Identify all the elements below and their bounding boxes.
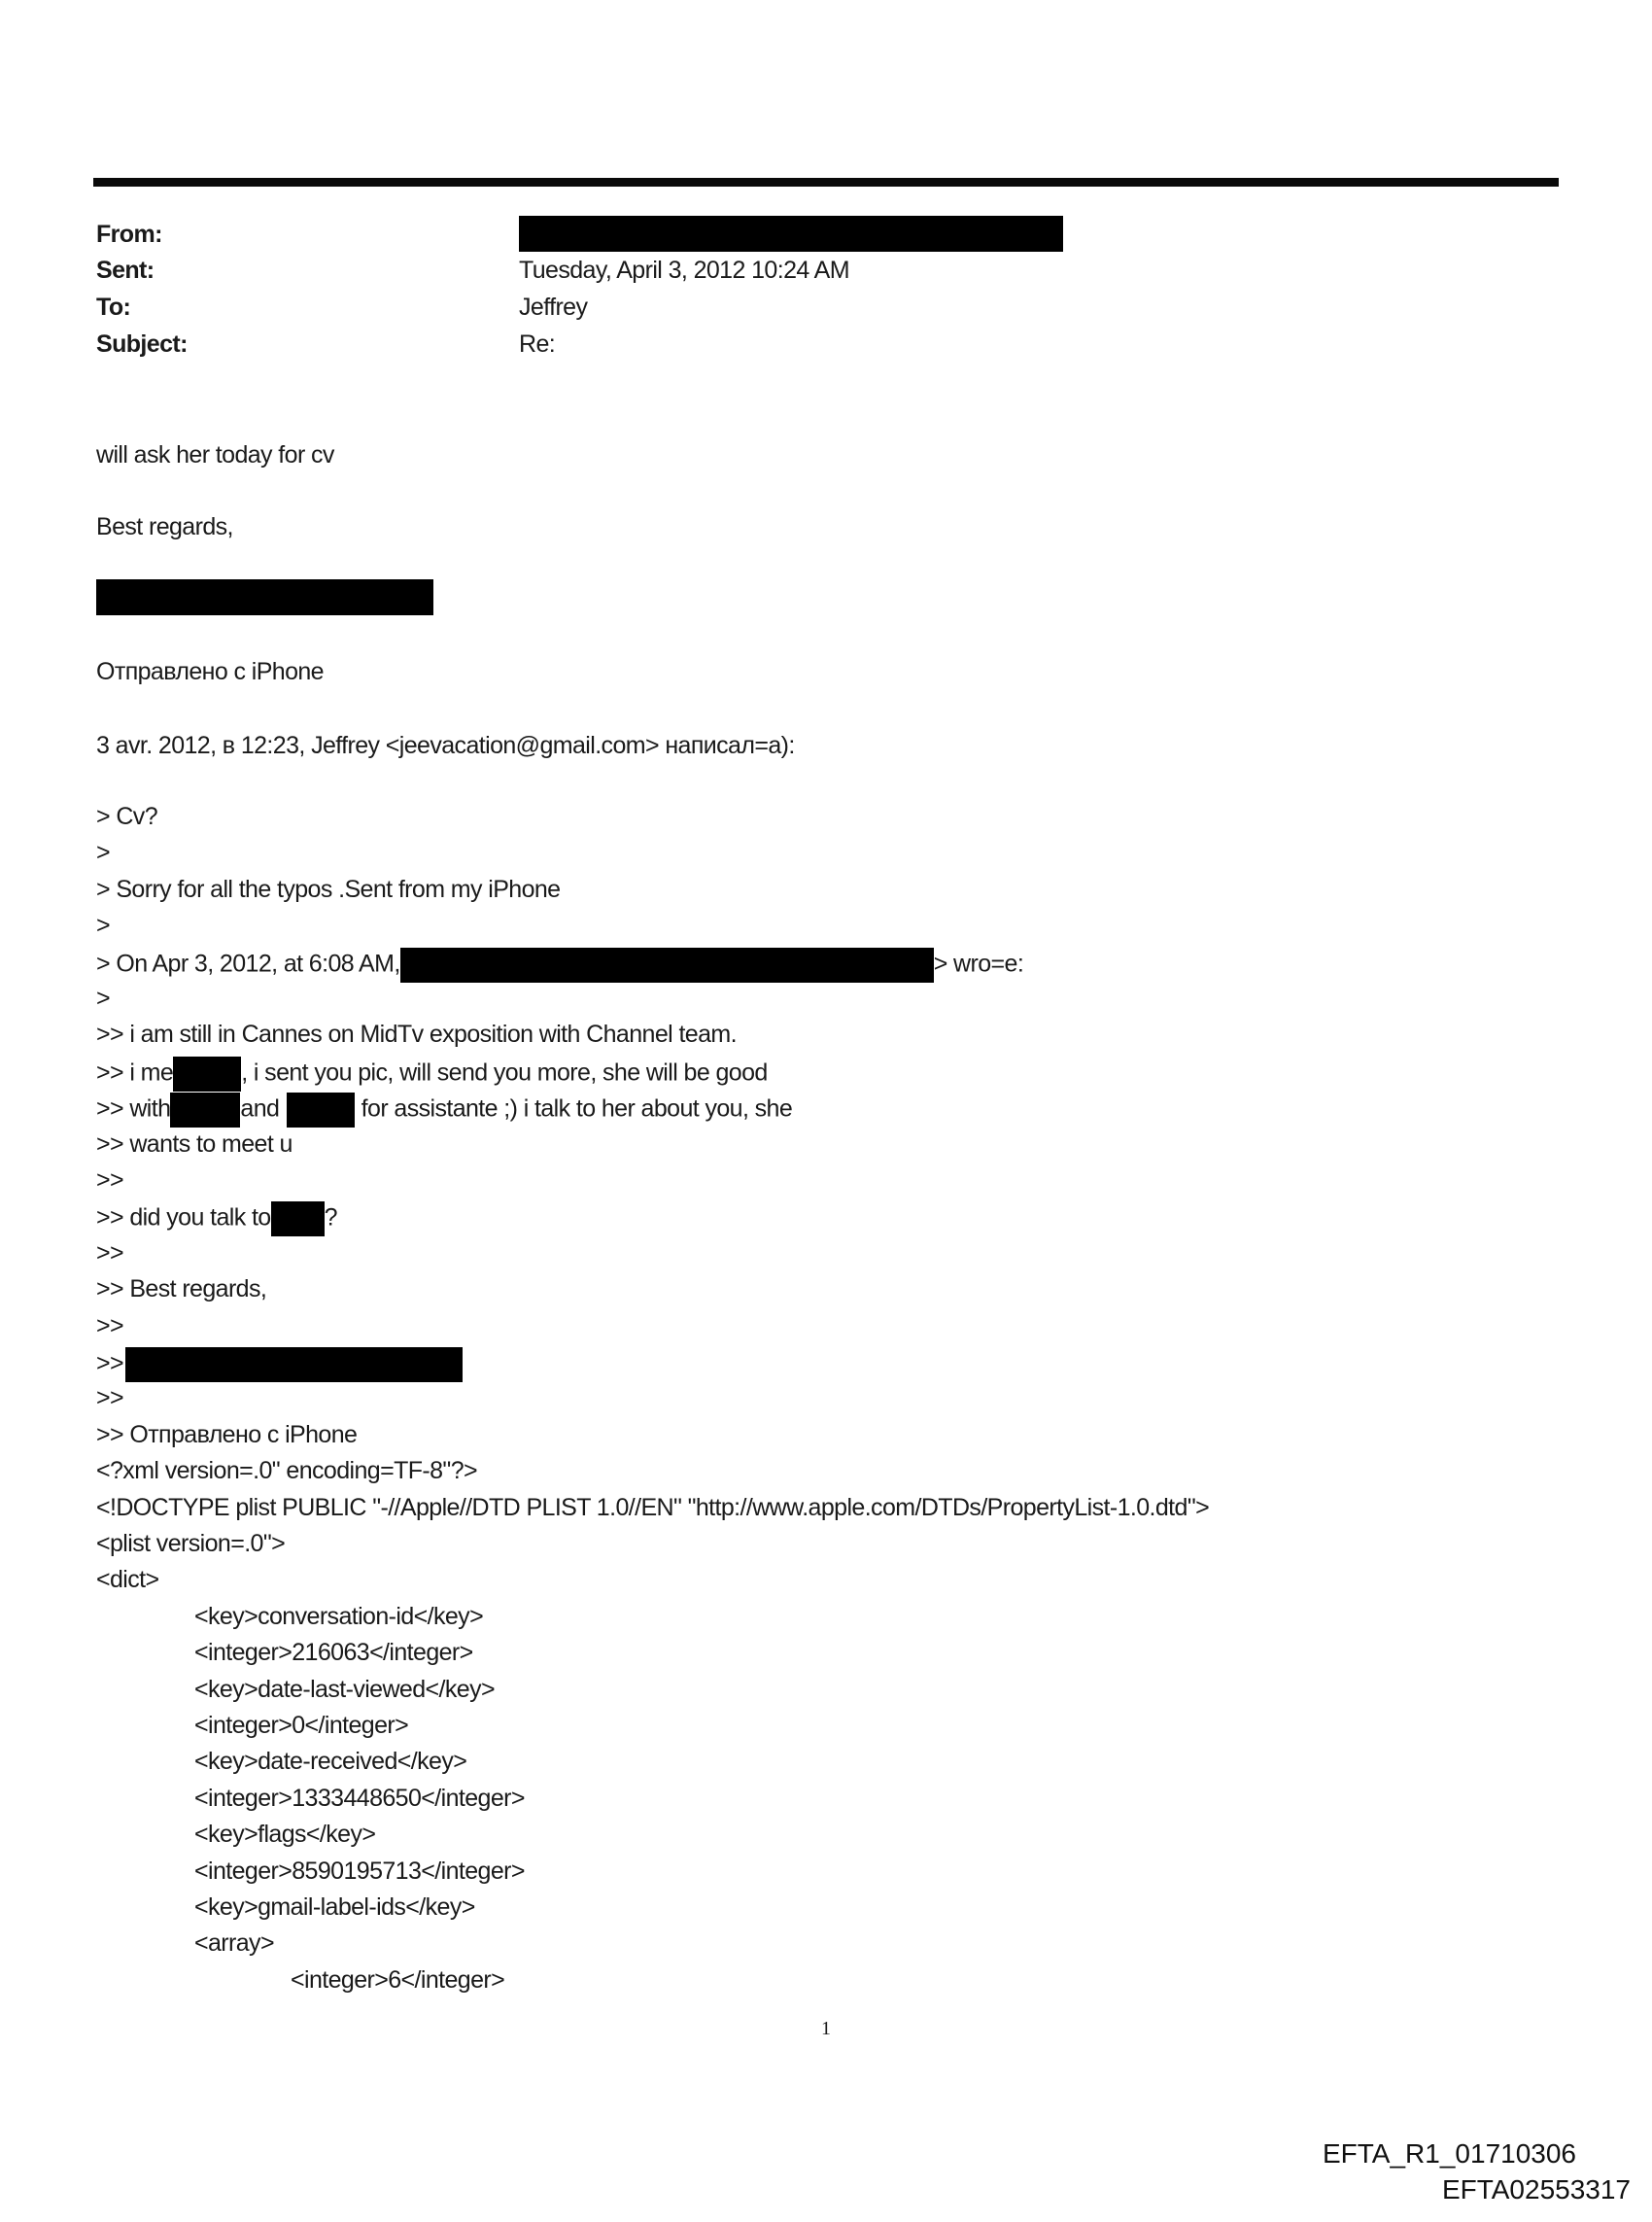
- redaction: [287, 1093, 355, 1128]
- quoted-line: >>: [96, 1166, 123, 1194]
- page-number: 1: [821, 2018, 831, 2039]
- quoted-text: >> with: [96, 1094, 171, 1123]
- quoted-line: >> Отправлено с iPhone: [96, 1420, 358, 1448]
- quoted-text: >> i me: [96, 1059, 174, 1087]
- redaction-signature: [96, 579, 433, 615]
- quoted-line: [96, 1057, 768, 1092]
- plist-line: <integer>1333448650</integer>: [194, 1784, 525, 1812]
- plist-line: <integer>0</integer>: [194, 1712, 409, 1739]
- plist-line: <array>: [194, 1929, 274, 1958]
- redaction: [271, 1201, 325, 1236]
- subject-label: Subject:: [96, 330, 188, 358]
- plist-line: <key>conversation-id</key>: [194, 1602, 484, 1630]
- redaction: [173, 1057, 241, 1092]
- quoted-line: >>: [96, 1384, 123, 1412]
- plist-line: <plist version=.0">: [96, 1530, 286, 1557]
- plist-line: <key>date-last-viewed</key>: [194, 1675, 495, 1703]
- body-line: will ask her today for cv: [96, 441, 334, 469]
- plist-line: <key>date-received</key>: [194, 1748, 467, 1776]
- to-label: To:: [96, 294, 131, 321]
- redaction: [125, 1347, 463, 1382]
- quoted-text: > wro=e:: [933, 950, 1024, 978]
- plist-line: <!DOCTYPE plist PUBLIC "-//Apple//DTD PLIST 1.0//EN" "http://www.apple.com/DTDs/PropertyList-1.0.dtd">: [96, 1493, 1210, 1521]
- quoted-line: >>: [96, 1238, 123, 1267]
- quoted-text: >> did you talk to: [96, 1204, 271, 1232]
- plist-line: <key>gmail-label-ids</key>: [194, 1893, 475, 1921]
- bates-number-1: EFTA_R1_01710306: [1323, 2138, 1576, 2169]
- quoted-line: >: [96, 985, 110, 1012]
- plist-line: <integer>6</integer>: [291, 1965, 505, 1994]
- quoted-line: > Cv?: [96, 803, 158, 830]
- quoted-text: and: [240, 1094, 280, 1123]
- quoted-text: , i sent you pic, will send you more, she will be good: [241, 1059, 768, 1087]
- body-line: Best regards,: [96, 513, 233, 540]
- body-line: Отправлено с iPhone: [96, 658, 324, 685]
- quoted-line: >> i am still in Cannes on MidTv exposition with Channel team.: [96, 1021, 737, 1049]
- redaction: [400, 948, 934, 983]
- quoted-line: >>: [96, 1311, 123, 1339]
- header-rule: [93, 178, 1559, 187]
- quoted-text: for assistante ;) i talk to her about you, she: [355, 1094, 793, 1123]
- sent-value: Tuesday, April 3, 2012 10:24 AM: [519, 257, 849, 284]
- from-label: From:: [96, 221, 162, 248]
- quoted-line: >> Best regards,: [96, 1275, 267, 1303]
- bates-number-2: EFTA02553317: [1441, 2174, 1631, 2205]
- quoted-text: > On Apr 3, 2012, at 6:08 AM,: [96, 950, 400, 978]
- redaction: [170, 1093, 240, 1128]
- quoted-line: [96, 1093, 792, 1128]
- plist-line: <integer>216063</integer>: [194, 1639, 473, 1667]
- plist-line: <?xml version=.0" encoding=TF-8"?>: [96, 1457, 478, 1485]
- plist-line: <integer>8590195713</integer>: [194, 1857, 525, 1885]
- quoted-line: >> wants to meet u: [96, 1129, 293, 1158]
- quoted-line: [96, 948, 1023, 983]
- body-line: 3 avr. 2012, в 12:23, Jeffrey <jeevacation@gmail.com> написал=а):: [96, 732, 795, 759]
- sent-label: Sent:: [96, 257, 155, 284]
- plist-line: <dict>: [96, 1566, 159, 1594]
- quoted-line: [96, 1201, 337, 1236]
- quoted-line: >: [96, 839, 110, 867]
- quoted-line: > Sorry for all the typos .Sent from my iPhone: [96, 875, 561, 903]
- quoted-text: >>: [96, 1349, 123, 1377]
- quoted-line: >: [96, 912, 110, 940]
- quoted-line: [96, 1347, 463, 1382]
- quoted-text: ?: [324, 1204, 337, 1232]
- redaction-from: [519, 216, 1063, 252]
- subject-value: Re:: [519, 330, 556, 358]
- plist-line: <key>flags</key>: [194, 1821, 376, 1849]
- to-value: Jeffrey: [519, 294, 588, 321]
